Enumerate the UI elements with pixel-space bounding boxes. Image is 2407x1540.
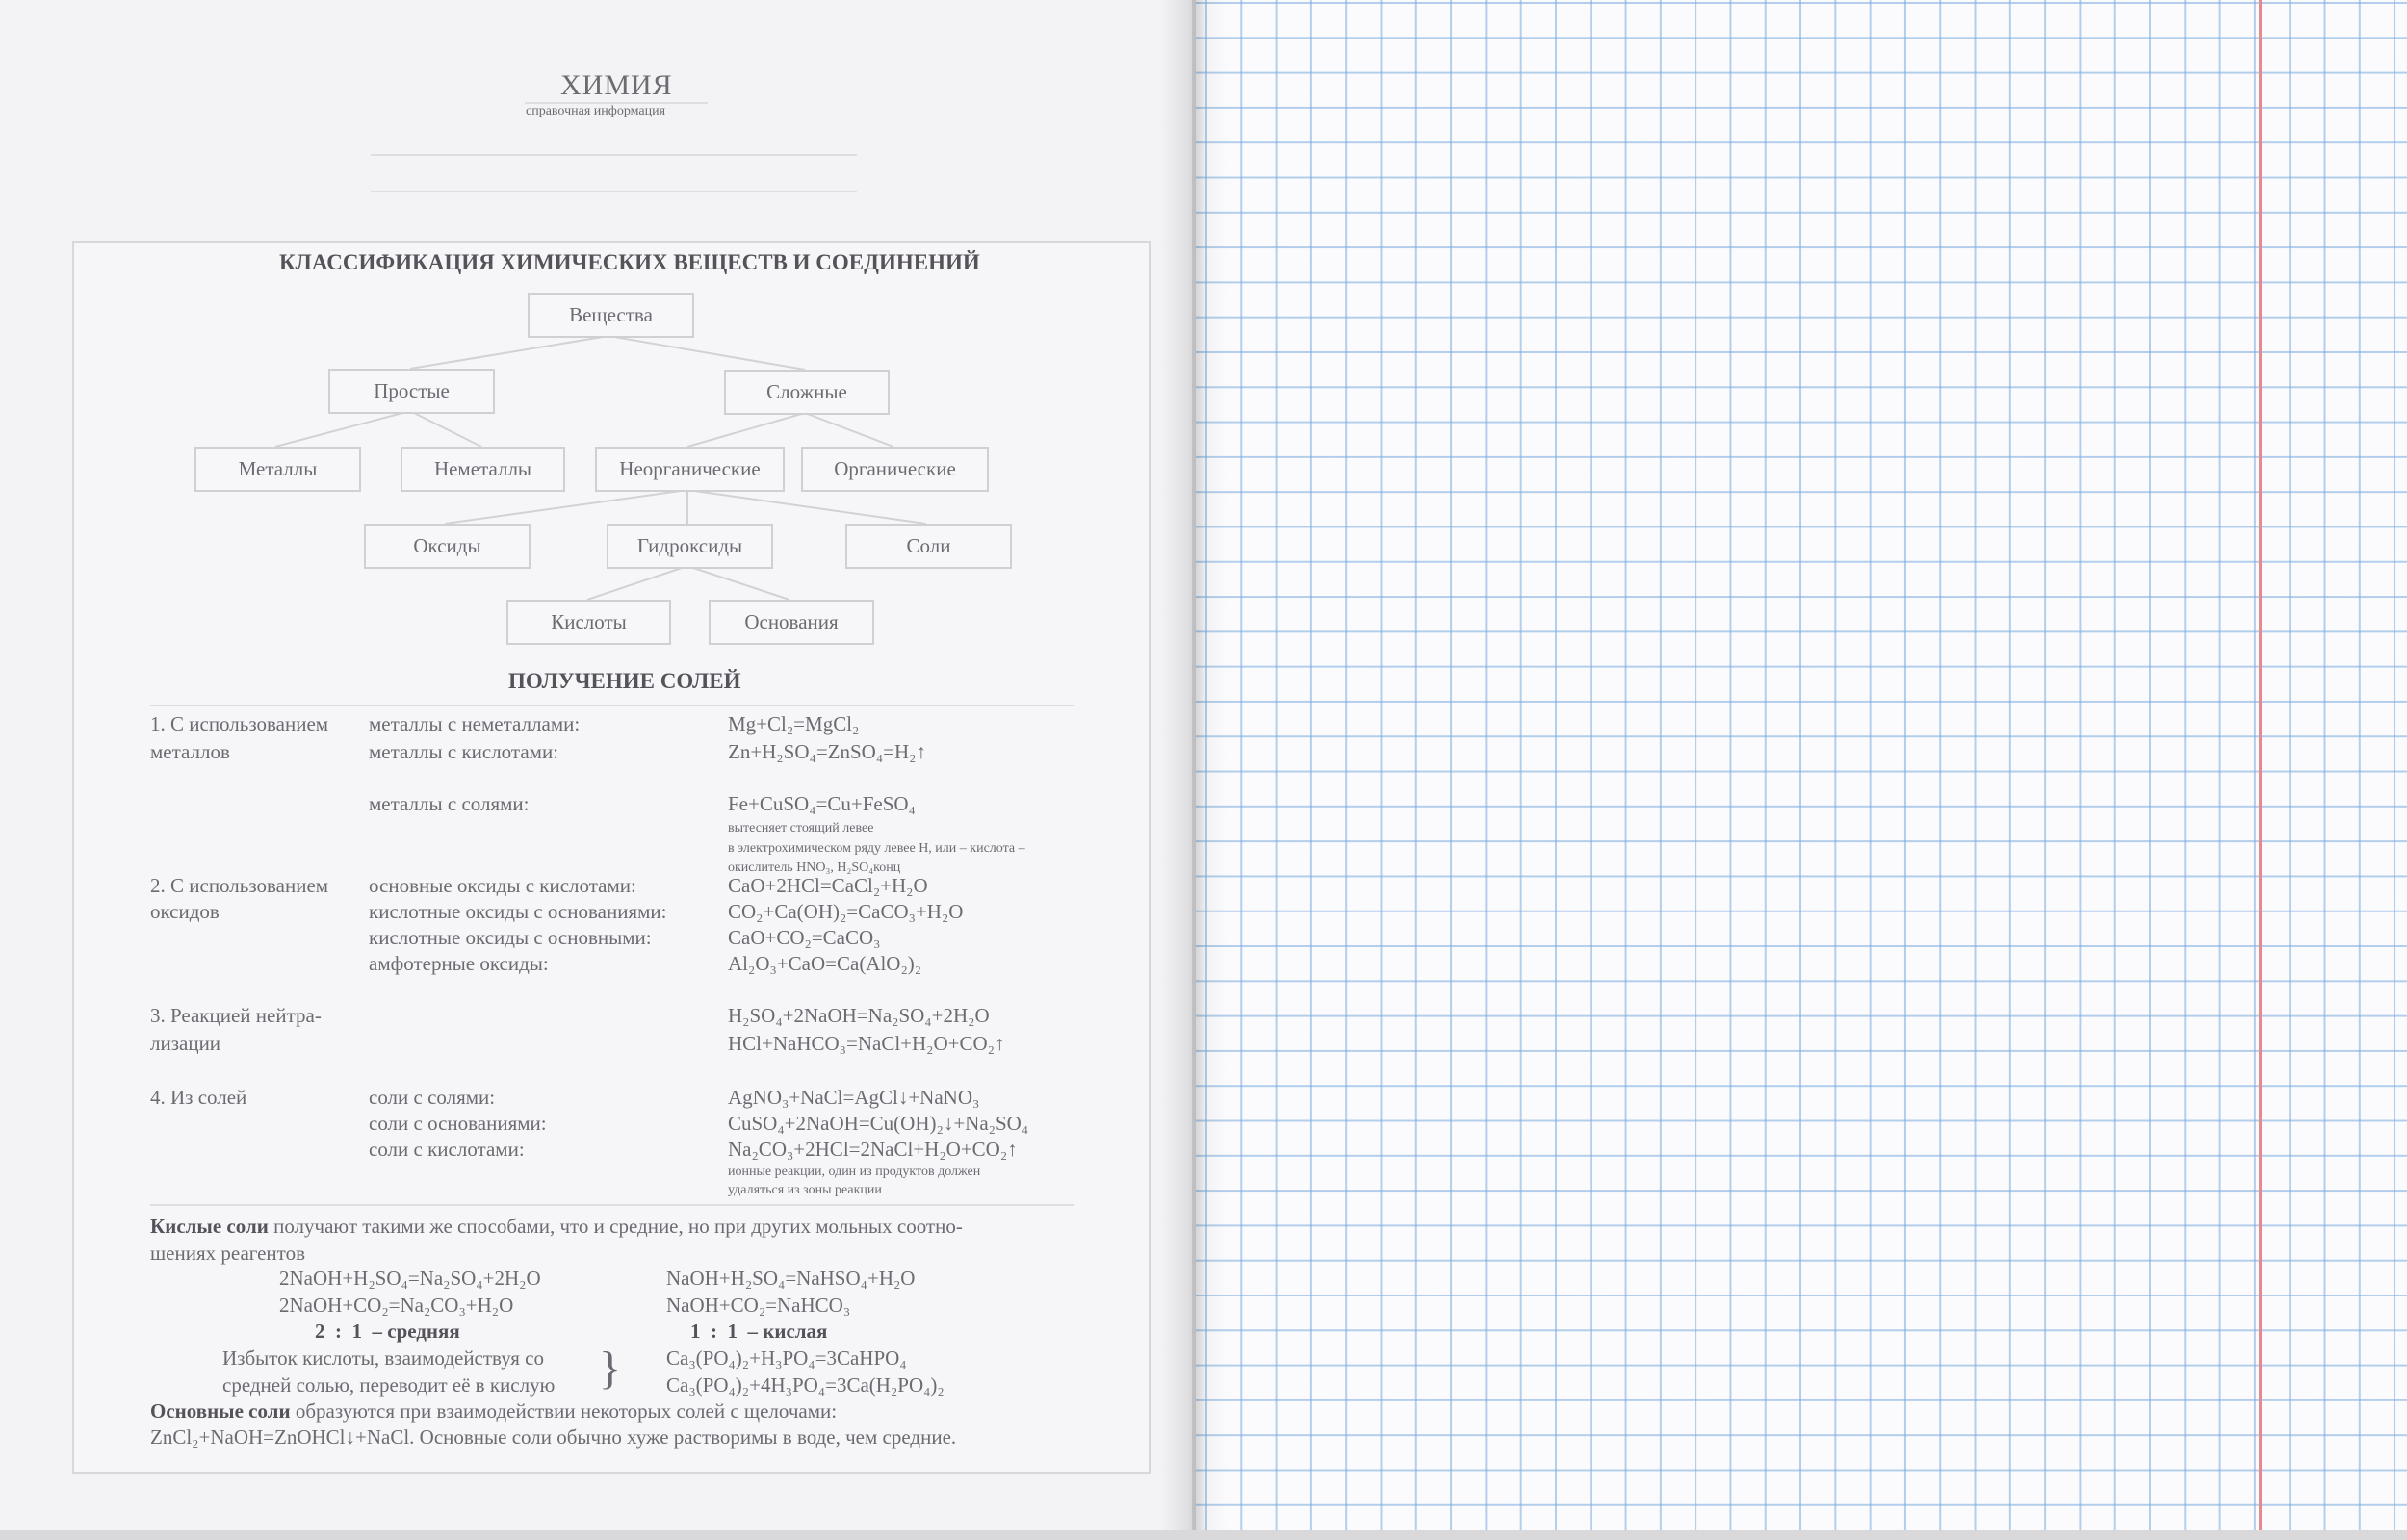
note: удаляться из зоны реакции <box>728 1183 882 1197</box>
tree-node: Гидроксиды <box>607 524 773 569</box>
classification-title: КЛАССИФИКАЦИЯ ХИМИЧЕСКИХ ВЕЩЕСТВ И СОЕДИНЕНИЙ <box>279 250 980 274</box>
condition-label: соли с основаниями: <box>369 1112 547 1135</box>
note: вытесняет стоящий левее <box>728 821 874 835</box>
note: ионные реакции, один из продуктов должен <box>728 1165 981 1179</box>
condition-label: основные оксиды с кислотами: <box>369 874 636 897</box>
ratio-acid: 1 : 1 – кислая <box>690 1320 828 1343</box>
equation: CuSO₄+2NaOH=Cu(OH)₂↓+Na₂SO₄ <box>728 1112 1029 1135</box>
equation: HCl+NaHCO₃=NaCl+H₂O+CO₂↑ <box>728 1032 1005 1055</box>
equation: CaO+2HCl=CaCl₂+H₂O <box>728 874 928 897</box>
equation: AgNO₃+NaCl=AgCl↓+NaNO₃ <box>728 1086 980 1109</box>
equation: 2NaOH+H₂SO₄=Na₂SO₄+2H₂O <box>279 1267 541 1290</box>
method-label: 2. С использованием <box>150 874 329 897</box>
equation: NaOH+CO₂=NaHCO₃ <box>666 1294 851 1317</box>
method-label: 3. Реакцией нейтра- <box>150 1004 322 1027</box>
basic-salts-equation: ZnCl₂+NaOH=ZnOHCl↓+NaCl. Основные соли обычно хуже растворимы в воде, чем средние. <box>150 1425 957 1449</box>
method-label: лизации <box>150 1032 221 1055</box>
excess-note: Избыток кислоты, взаимодействуя со <box>222 1347 544 1370</box>
acid-salts-paragraph-cont: шениях реагентов <box>150 1242 305 1265</box>
tree-node: Соли <box>845 524 1012 569</box>
basic-salts-term: Основные соли <box>150 1399 291 1423</box>
tree-node: Металлы <box>194 447 361 492</box>
tree-node: Кислоты <box>506 600 671 645</box>
acid-salts-paragraph <box>150 1215 963 1239</box>
equation: NaOH+H₂SO₄=NaHSO₄+H₂O <box>666 1267 916 1290</box>
condition-label: соли с солями: <box>369 1086 496 1109</box>
subject-subtitle: справочная информация <box>526 104 666 118</box>
subject-title: ХИМИЯ <box>560 69 673 101</box>
tree-node: Простые <box>328 369 495 414</box>
equation: H₂SO₄+2NaOH=Na₂SO₄+2H₂O <box>728 1004 990 1027</box>
basic-salts-paragraph <box>150 1399 837 1424</box>
equation: CaO+CO₂=CaCO₃ <box>728 926 881 949</box>
equation: Zn+H₂SO₄=ZnSO₄=H₂↑ <box>728 740 926 763</box>
divider <box>150 1204 1074 1206</box>
tree-node: Неметаллы <box>401 447 565 492</box>
divider <box>150 705 1074 706</box>
tree-node: Основания <box>709 600 874 645</box>
tree-node: Неорганические <box>595 447 785 492</box>
condition-label: металлы с кислотами: <box>369 740 559 763</box>
tree-node: Органические <box>801 447 989 492</box>
tree-node: Вещества <box>528 293 694 338</box>
equation: CO₂+Ca(OH)₂=CaCO₃+H₂O <box>728 900 964 923</box>
brace: } <box>599 1343 622 1394</box>
grid-page <box>1196 0 2407 1530</box>
method-label: 4. Из солей <box>150 1086 247 1109</box>
condition-label: кислотные оксиды с основаниями: <box>369 900 667 923</box>
condition-label: амфотерные оксиды: <box>369 952 549 975</box>
method-label: 1. С использованием <box>150 712 329 735</box>
method-label: оксидов <box>150 900 220 923</box>
condition-label: металлы с неметаллами: <box>369 712 581 735</box>
equation: 2NaOH+CO₂=Na₂CO₃+H₂O <box>279 1294 514 1317</box>
equation: Ca₃(PO₄)₂+H₃PO₄=3CaHPO₄ <box>666 1347 907 1370</box>
equation: Al₂O₃+CaO=Ca(AlO₂)₂ <box>728 952 922 975</box>
method-label: металлов <box>150 740 230 763</box>
salts-title: ПОЛУЧЕНИЕ СОЛЕЙ <box>508 669 741 693</box>
equation: Ca₃(PO₄)₂+4H₃PO₄=3Ca(H₂PO₄)₂ <box>666 1373 945 1397</box>
equation: Mg+Cl₂=MgCl₂ <box>728 712 860 735</box>
acid-salts-text: получают такими же способами, что и средние, но при других мольных соотно- <box>268 1215 963 1238</box>
condition-label: соли с кислотами: <box>369 1138 525 1161</box>
ratio-medium: 2 : 1 – средняя <box>315 1320 460 1343</box>
basic-salts-text: образуются при взаимодействии некоторых солей с щелочами: <box>290 1399 838 1423</box>
excess-note: средней солью, переводит её в кислую <box>222 1373 556 1397</box>
tree-node: Оксиды <box>364 524 531 569</box>
note: в электрохимическом ряду левее H, или – кислота – <box>728 841 1025 856</box>
tree-node: Сложные <box>724 370 890 415</box>
condition-label: кислотные оксиды с основными: <box>369 926 652 949</box>
condition-label: металлы с солями: <box>369 792 530 815</box>
note: окислитель HNO₃, H₂SO₄конц <box>728 860 901 875</box>
equation: Fe+CuSO₄=Cu+FeSO₄ <box>728 792 916 815</box>
margin-line <box>2259 0 2262 1530</box>
acid-salts-term: Кислые соли <box>150 1215 269 1238</box>
equation: Na₂CO₃+2HCl=2NaCl+H₂O+CO₂↑ <box>728 1138 1018 1161</box>
